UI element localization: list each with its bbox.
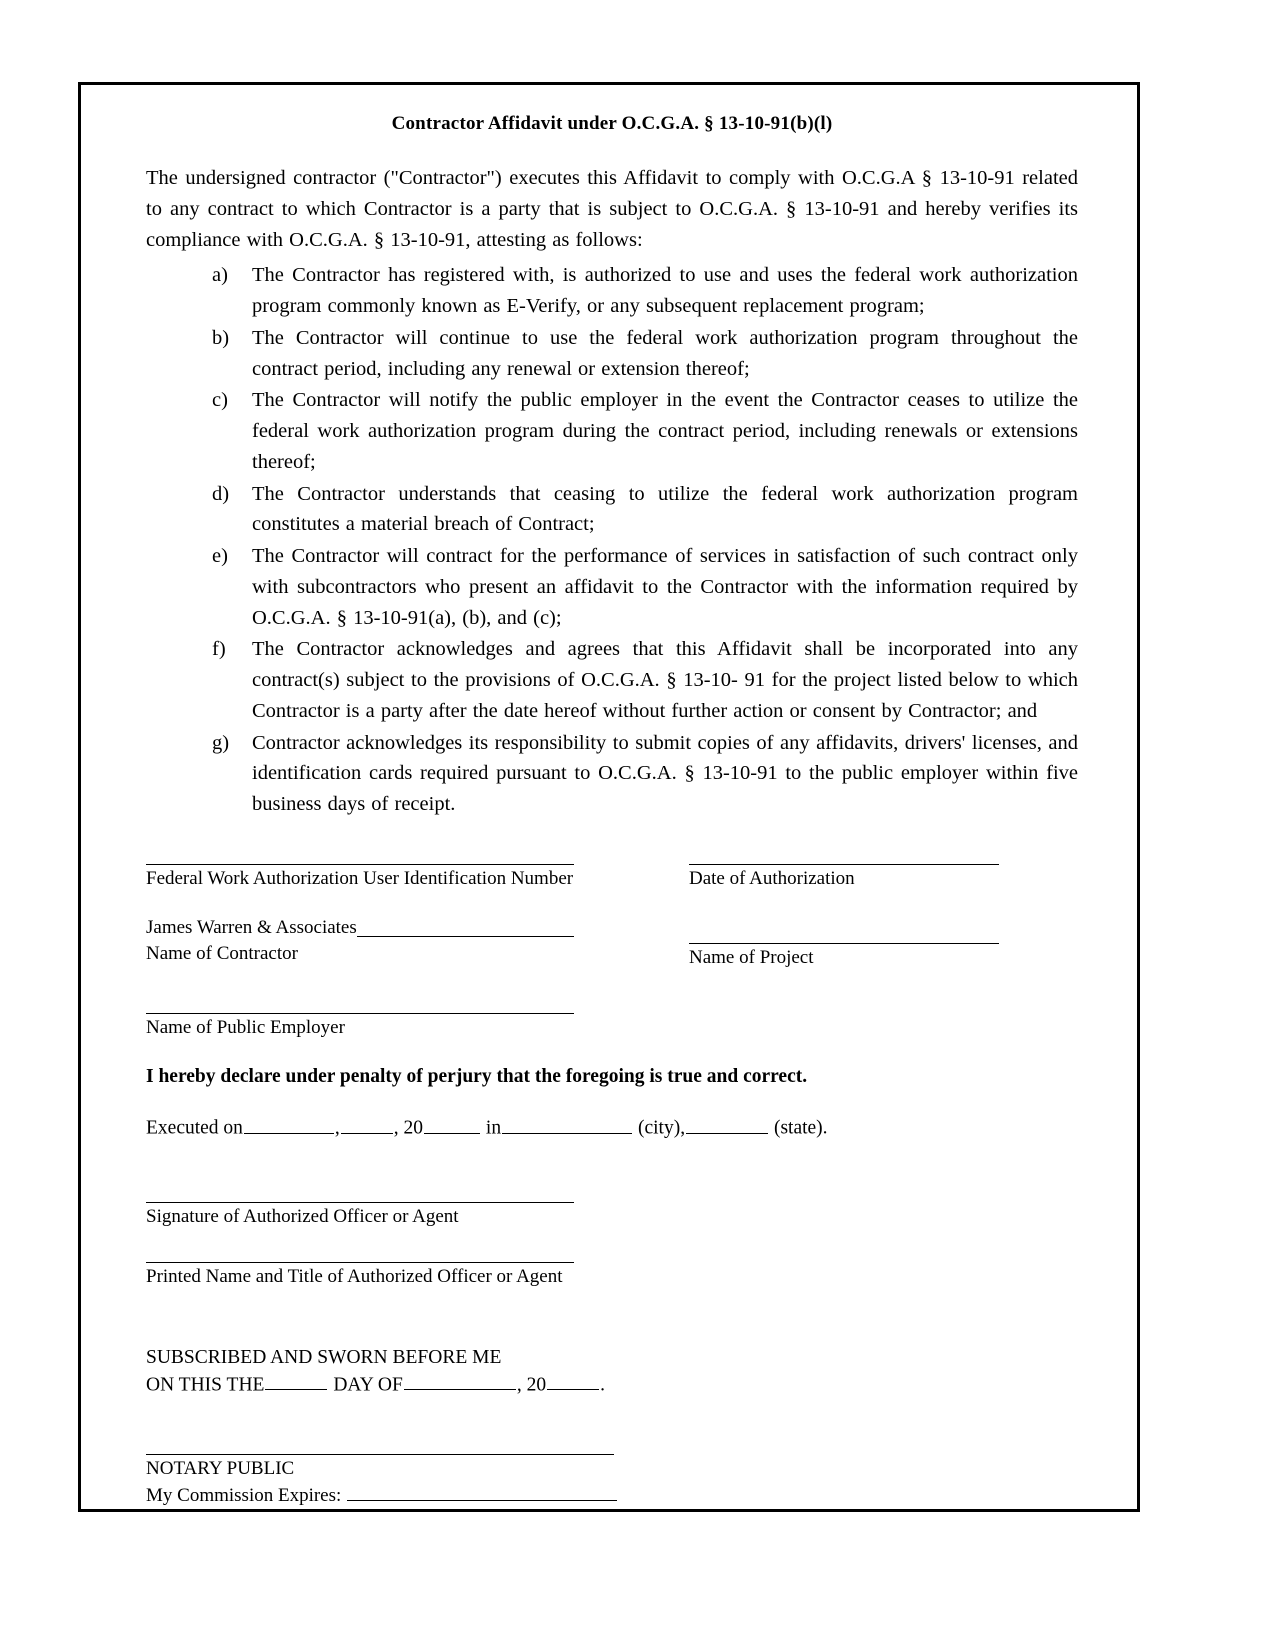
sworn-on-this-the: ON THIS THE <box>146 1374 265 1396</box>
sworn-month-blank[interactable] <box>404 1371 516 1391</box>
sworn-period: . <box>600 1374 605 1396</box>
clause-item-e <box>212 541 1078 633</box>
executed-in-word: in <box>485 1117 502 1139</box>
executed-sep2: , 20 <box>393 1117 424 1139</box>
contractor-name-rule <box>357 935 574 937</box>
project-name-field[interactable] <box>689 917 999 970</box>
sworn-line-1: SUBSCRIBED AND SWORN BEFORE ME <box>146 1347 502 1369</box>
signature-form-block <box>146 864 1078 1507</box>
executed-city-blank[interactable] <box>502 1114 632 1134</box>
commission-expires-blank[interactable] <box>347 1482 617 1501</box>
clause-item-f <box>212 634 1078 726</box>
clause-item-g <box>212 728 1078 820</box>
form-row-contractor <box>146 917 1078 970</box>
date-of-authorization-label: Date of Authorization <box>689 867 855 889</box>
contractor-name-value: James Warren & Associates <box>146 916 357 938</box>
executed-state-blank[interactable] <box>686 1114 768 1134</box>
clause-item-b <box>212 323 1078 385</box>
executed-prefix: Executed on <box>146 1117 243 1139</box>
scanned-page-frame <box>78 82 1140 1512</box>
spacer <box>146 1228 1078 1262</box>
commission-expires-line[interactable] <box>146 1482 1078 1507</box>
executed-city-word: (city), <box>637 1117 686 1139</box>
executed-year-blank[interactable] <box>424 1114 480 1134</box>
clause-list <box>146 260 1078 820</box>
clause-marker: e) <box>212 545 228 568</box>
executed-month-blank[interactable] <box>244 1114 334 1134</box>
printed-name-field[interactable] <box>146 1262 576 1289</box>
commission-expires-label: My Commission Expires: <box>146 1485 342 1507</box>
notary-field[interactable] <box>146 1454 1078 1507</box>
spacer <box>146 1289 1078 1345</box>
signature-field[interactable] <box>146 1202 576 1229</box>
clause-item-d <box>212 479 1078 541</box>
clause-marker: d) <box>212 482 230 505</box>
clause-marker: f) <box>212 638 226 661</box>
notary-label: NOTARY PUBLIC <box>146 1458 295 1480</box>
intro-paragraph: The undersigned contractor ("Contractor") executes this Affidavit to comply with O.C.G.A § 13-10-91 related to any contract to which Contractor is a party that is subject to O.C.G.A. § 13-10-91 and hereby verifies its compliance with O.C.G.A. § 13-10-91, attesting as follows: <box>146 167 1078 252</box>
sworn-day-of: DAY OF <box>333 1374 403 1396</box>
clause-text: The Contractor will contract for the performance of services in satisfaction of such contract only with subcontractors who present an affidavit to the Contractor with the information required by O.C.G.A. § 13-10-91(a), (b), and (c); <box>252 545 1078 629</box>
clause-marker: a) <box>212 264 228 287</box>
clause-marker: b) <box>212 326 230 349</box>
spacer <box>146 891 1078 917</box>
clause-marker: g) <box>212 731 230 754</box>
federal-id-label: Federal Work Authorization User Identification Number <box>146 867 574 889</box>
spacer <box>146 969 1078 1013</box>
public-employer-field[interactable] <box>146 1013 576 1040</box>
document-body <box>146 113 1078 1507</box>
clause-text: The Contractor acknowledges and agrees that this Affidavit shall be incorporated into any contract(s) subject to the provisions of O.C.G.A. § 13-10- 91 for the project listed below to which Contractor is a party after the date hereof without further action or consent by Contractor; and <box>252 638 1078 722</box>
sworn-line-2[interactable] <box>146 1371 1078 1398</box>
clause-text: The Contractor understands that ceasing to utilize the federal work authorization program constitutes a material breach of Contract; <box>252 482 1078 536</box>
sworn-year-blank[interactable] <box>547 1371 599 1391</box>
clause-item-a <box>212 260 1078 322</box>
spacer <box>146 1140 1078 1202</box>
project-name-label: Name of Project <box>689 946 814 968</box>
executed-state-word: (state). <box>773 1117 828 1139</box>
public-employer-label: Name of Public Employer <box>146 1017 345 1039</box>
executed-sep1: , <box>334 1117 340 1139</box>
clause-marker: c) <box>212 389 228 412</box>
executed-on-line[interactable] <box>146 1114 1078 1140</box>
contractor-name-field[interactable] <box>146 917 576 970</box>
clause-text: The Contractor will notify the public employer in the event the Contractor ceases to utilize the federal work authorization program during the contract period, including renewals or extensions thereof; <box>252 389 1078 473</box>
spacer <box>146 1088 1078 1114</box>
page-title: Contractor Affidavit under O.C.G.A. § 13-10-91(b)(l) <box>391 113 833 134</box>
form-row-federal-id <box>146 864 1078 891</box>
executed-day-blank[interactable] <box>341 1114 393 1134</box>
perjury-declaration: I hereby declare under penalty of perjury that the foregoing is true and correct. <box>146 1066 808 1088</box>
clause-item-c <box>212 385 1078 477</box>
spacer <box>146 1398 1078 1454</box>
spacer <box>689 917 999 943</box>
sworn-year-prefix: , 20 <box>516 1374 547 1396</box>
contractor-name-label: Name of Contractor <box>146 942 298 964</box>
signature-label: Signature of Authorized Officer or Agent <box>146 1205 459 1227</box>
clause-text: Contractor acknowledges its responsibility to submit copies of any affidavits, drivers' licenses, and identification cards required pursuant to O.C.G.A. § 13-10-91 to the public employer within five business days of receipt. <box>252 731 1078 816</box>
printed-name-label: Printed Name and Title of Authorized Officer or Agent <box>146 1266 563 1288</box>
spacer <box>146 1040 1078 1066</box>
federal-id-field[interactable] <box>146 864 576 891</box>
contractor-name-input[interactable] <box>146 917 574 940</box>
date-of-authorization-field[interactable] <box>689 864 999 891</box>
sworn-day-blank[interactable] <box>265 1371 327 1391</box>
clause-text: The Contractor will continue to use the federal work authorization program throughout the contract period, including any renewal or extension thereof; <box>252 326 1078 380</box>
clause-text: The Contractor has registered with, is authorized to use and uses the federal work authorization program commonly known as E-Verify, or any subsequent replacement program; <box>252 264 1078 318</box>
